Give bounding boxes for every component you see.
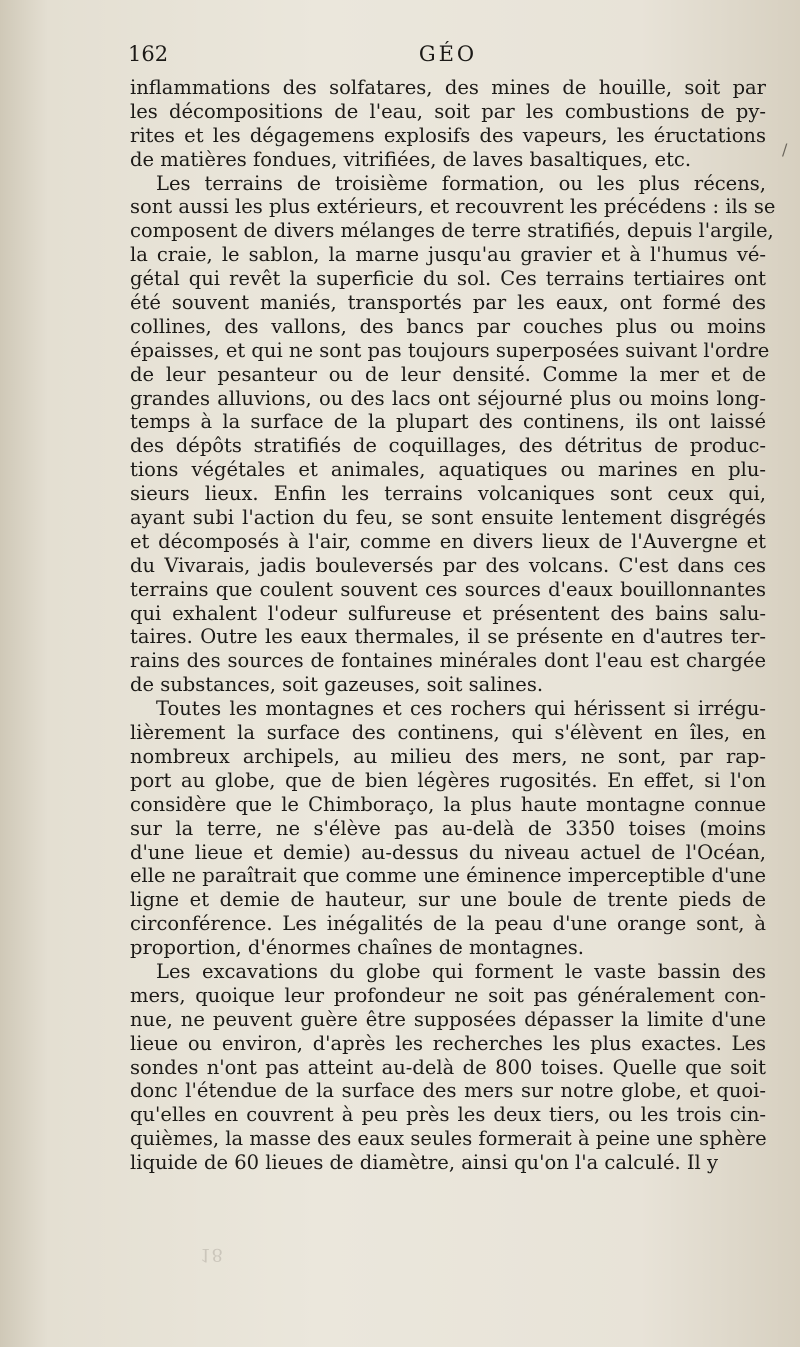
- bleed-through-text: 18: [200, 1244, 223, 1265]
- text-line: été souvent maniés, transportés par les eaux, ont formé des: [130, 291, 766, 315]
- text-line: du Vivarais, jadis bouleversés par des volcans. C'est dans ces: [130, 553, 766, 577]
- text-line: elle ne paraîtrait que comme une éminence imperceptible d'une: [130, 864, 766, 888]
- text-line: sondes n'ont pas atteint au-delà de 800 toises. Quelle que soit: [130, 1055, 766, 1079]
- text-line: mers, quoique leur profondeur ne soit pas généralement con-: [130, 983, 766, 1007]
- text-line: nue, ne peuvent guère être supposées dépasser la limite d'une: [130, 1007, 766, 1031]
- text-line: rites et les dégagemens explosifs des vapeurs, les éructations: [130, 123, 766, 147]
- text-line: Les terrains de troisième formation, ou les plus récens,: [156, 171, 766, 195]
- text-line: port au globe, que de bien légères rugosités. En effet, si l'on: [130, 768, 766, 792]
- paragraph: [130, 171, 776, 698]
- text-line: proportion, d'énormes chaînes de montagnes.: [130, 936, 585, 960]
- text-line: Les excavations du globe qui forment le vaste bassin des: [156, 959, 766, 983]
- text-line: de leur pesanteur ou de leur densité. Comme la mer et de: [130, 362, 766, 386]
- text-line: terrains que coulent souvent ces sources d'eaux bouillonnantes: [130, 577, 766, 601]
- text-line: inflammations des solfatares, des mines de houille, soit par: [130, 76, 766, 99]
- page-header: [128, 42, 768, 72]
- text-line: épaisses, et qui ne sont pas toujours superposées suivant l'ordre: [130, 338, 770, 362]
- body-text: [130, 76, 776, 1216]
- text-line: des dépôts stratifiés de coquillages, des détritus de produc-: [130, 434, 766, 458]
- text-line: liquide de 60 lieues de diamètre, ainsi qu'on l'a calculé. Il y: [130, 1151, 718, 1175]
- text-line: d'une lieue et demie) au-dessus du niveau actuel de l'Océan,: [130, 840, 766, 864]
- text-line: nombreux archipels, au milieu des mers, ne sont, par rap-: [130, 744, 766, 768]
- text-line: qui exhalent l'odeur sulfureuse et présentent des bains salu-: [130, 601, 766, 625]
- text-line: considère que le Chimboraço, la plus haute montagne connue: [130, 792, 766, 816]
- text-line: de substances, soit gazeuses, soit salines.: [130, 673, 544, 697]
- text-line: qu'elles en couvrent à peu près les deux tiers, ou les trois cin-: [130, 1103, 766, 1127]
- text-line: et décomposés à l'air, comme en divers lieux de l'Auvergne et: [130, 529, 766, 553]
- text-line: ligne et demie de hauteur, sur une boule de trente pieds de: [130, 888, 766, 912]
- text-line: sieurs lieux. Enfin les terrains volcaniques sont ceux qui,: [130, 482, 766, 506]
- text-line: lièrement la surface des continens, qui s'élèvent en îles, en: [130, 721, 766, 745]
- text-line: circonférence. Les inégalités de la peau d'une orange sont, à: [130, 912, 766, 936]
- text-line: rains des sources de fontaines minérales dont l'eau est chargée: [130, 649, 766, 673]
- text-line: sur la terre, ne s'élève pas au-delà de 3350 toises (moins: [130, 816, 766, 840]
- margin-mark: /: [782, 140, 788, 159]
- paragraph: [130, 697, 766, 960]
- running-head: GÉO: [418, 42, 478, 66]
- text-line: grandes alluvions, ou des lacs ont séjourné plus ou moins long-: [130, 386, 766, 410]
- text-line: temps à la surface de la plupart des continens, ils ont laissé: [130, 410, 766, 434]
- paragraph: [130, 960, 766, 1175]
- text-line: tions végétales et animales, aquatiques ou marines en plu-: [130, 458, 766, 482]
- text-line: les décompositions de l'eau, soit par les combustions de py-: [130, 99, 766, 123]
- text-line: donc l'étendue de la surface des mers sur notre globe, et quoi-: [130, 1079, 766, 1103]
- text-line: ayant subi l'action du feu, se sont ensuite lentement disgrégés: [130, 506, 766, 530]
- paragraph: [130, 76, 766, 172]
- text-line: la craie, le sablon, la marne jusqu'au gravier et à l'humus vé-: [130, 243, 766, 267]
- text-line: lieue ou environ, d'après les recherches les plus exactes. Les: [130, 1031, 766, 1055]
- page-number: 162: [128, 42, 169, 66]
- text-line: gétal qui revêt la superficie du sol. Ces terrains tertiaires ont: [130, 267, 766, 291]
- text-line: de matières fondues, vitrifiées, de laves basaltiques, etc.: [130, 147, 692, 171]
- text-line: collines, des vallons, des bancs par couches plus ou moins: [130, 314, 766, 338]
- text-line: composent de divers mélanges de terre stratifiés, depuis l'argile,: [130, 219, 774, 243]
- text-line: sont aussi les plus extérieurs, et recouvrent les précédens : ils se: [130, 195, 776, 219]
- text-line: Toutes les montagnes et ces rochers qui hérissent si irrégu-: [156, 697, 766, 721]
- text-line: quièmes, la masse des eaux seules formerait à peine une sphère: [130, 1127, 767, 1151]
- text-line: taires. Outre les eaux thermales, il se présente en d'autres ter-: [130, 625, 766, 649]
